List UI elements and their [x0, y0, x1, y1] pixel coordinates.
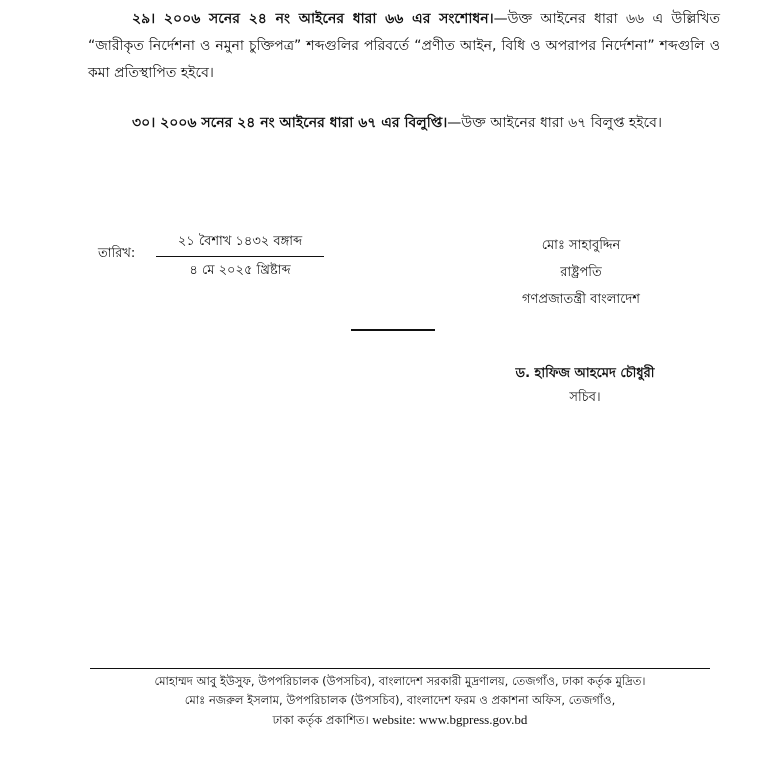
president-title: রাষ্ট্রপতি: [560, 265, 602, 280]
president-signature-block: [496, 232, 666, 313]
gregorian-date: ৪ মে ২০২৫ খ্রিষ্টাব্দ: [189, 263, 291, 278]
section-30-heading: ৩০। ২০০৬ সনের ২৪ নং আইনের ধারা ৬৭ এর বিলুপ্তি।: [132, 115, 448, 131]
date-values: [156, 232, 324, 282]
section-divider: [351, 329, 435, 331]
secretary-name: ড. হাফিজ আহমেদ চৌধুরী: [515, 366, 655, 381]
footer-published-line: [80, 710, 720, 730]
footer-website[interactable]: website: www.bgpress.gov.bd: [372, 712, 528, 727]
date-label: তারিখ:: [98, 246, 136, 261]
secretary-signature-block: [490, 362, 680, 410]
footer-printer-line: মোহাম্মদ আবু ইউসুফ, উপপরিচালক (উপসচিব), বাংলাদেশ সরকারী মুদ্রণালয়, তেজগাঁও, ঢাকা কর্তৃক মুদ্রিত।: [154, 674, 646, 688]
publisher-footer: [80, 672, 720, 730]
bengali-date: ২১ বৈশাখ ১৪৩২ বঙ্গাব্দ: [156, 232, 324, 257]
secretary-title: সচিব।: [569, 390, 601, 405]
section-29-heading: ২৯। ২০০৬ সনের ২৪ নং আইনের ধারা ৬৬ এর সংশোধন।: [132, 11, 494, 27]
president-name: মোঃ সাহাবুদ্দিন: [541, 238, 621, 253]
footer-publisher-line: মোঃ নজরুল ইসলাম, উপপরিচালক (উপসচিব), বাংলাদেশ ফরম ও প্রকাশনা অফিস, তেজগাঁও,: [184, 693, 616, 707]
section-30-body: —উক্ত আইনের ধারা ৬৭ বিলুপ্ত হইবে।: [447, 115, 662, 131]
footer-rule: [90, 668, 710, 669]
section-29-paragraph: [88, 6, 720, 87]
section-29-body: —উক্ত আইনের ধারা ৬৬ এ উল্লিখিত “জারীকৃত নির্দেশনা ও নমুনা চুক্তিপত্র” শব্দগুলির পরিবর্তে “প্রণীত আইন, বিধি ও অপরাপর নির্দেশনা” শব্দগুলি ও কমা প্রতিস্থাপিত হইবে।: [88, 11, 720, 81]
country-name: গণপ্রজাতন্ত্রী বাংলাদেশ: [522, 292, 640, 307]
footer-published-text: ঢাকা কর্তৃক প্রকাশিত।: [272, 713, 369, 727]
section-30-paragraph: [88, 110, 720, 137]
